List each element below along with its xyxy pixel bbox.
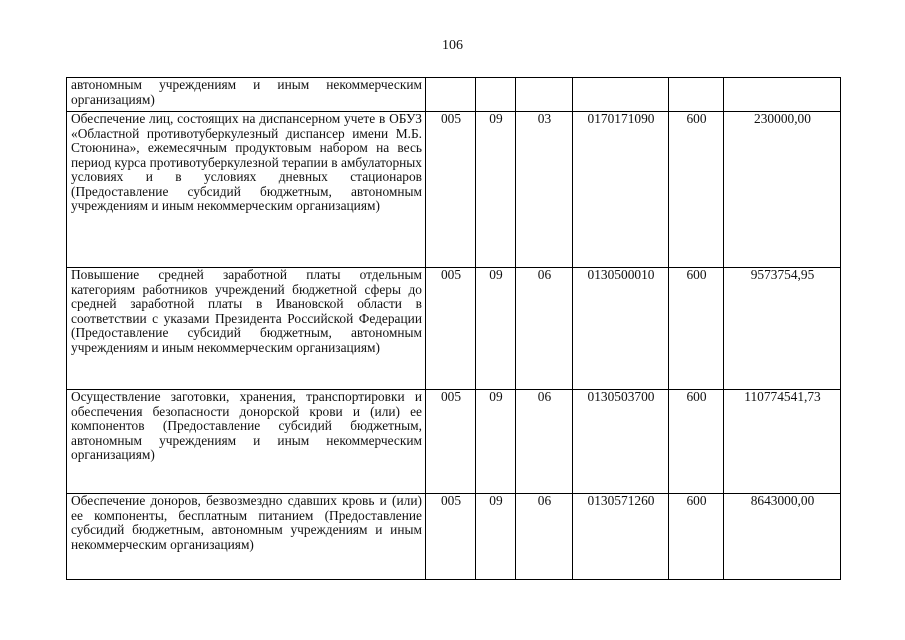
- row-section-code: 09: [476, 390, 516, 494]
- row-description: Осуществление заготовки, хранения, транспортировки и обеспечения безопасности донорской крови и (или) ее компонентов (Предоставление субсидий бюджетным, автономным учреждениям и иным некоммерческим организациям): [67, 390, 426, 494]
- row-description: Обеспечение лиц, состоящих на диспансерном учете в ОБУЗ «Областной противотуберкулезный диспансер имени М.Б. Стоюнина», ежемесячным продуктовым набором на весь период курса противотуберкулезной терапии в амбулаторных условиях и в условиях дневных стационаров (Предоставление субсидий бюджетным, автономным учреждениям и иным некоммерческим организациям): [67, 112, 426, 268]
- table-row: [67, 268, 841, 390]
- row-subsection-code: 06: [516, 390, 573, 494]
- row-description: автономным учреждениям и иным некоммерческим организациям): [67, 78, 426, 112]
- row-target-article: 0170171090: [573, 112, 669, 268]
- row-subsection-code: 06: [516, 268, 573, 390]
- row-expense-type: 600: [669, 390, 724, 494]
- row-expense-type: 600: [669, 112, 724, 268]
- row-description: Обеспечение доноров, безвозмездно сдавших кровь и (или) ее компоненты, бесплатным питанием (Предоставление субсидий бюджетным, автономным учреждениям и иным некоммерческим организациям): [67, 494, 426, 580]
- row-amount: 8643000,00: [724, 494, 841, 580]
- row-expense-type: 600: [669, 268, 724, 390]
- row-subsection-code: [516, 78, 573, 112]
- row-section-code: 09: [476, 494, 516, 580]
- row-expense-type: 600: [669, 494, 724, 580]
- row-department-code: 005: [426, 494, 476, 580]
- table-row: [67, 112, 841, 268]
- row-target-article: [573, 78, 669, 112]
- budget-table: [66, 77, 841, 580]
- row-target-article: 0130571260: [573, 494, 669, 580]
- row-section-code: 09: [476, 112, 516, 268]
- row-subsection-code: 06: [516, 494, 573, 580]
- row-target-article: 0130500010: [573, 268, 669, 390]
- row-department-code: 005: [426, 390, 476, 494]
- row-amount: 110774541,73: [724, 390, 841, 494]
- row-expense-type: [669, 78, 724, 112]
- row-section-code: 09: [476, 268, 516, 390]
- row-subsection-code: 03: [516, 112, 573, 268]
- page-number: 106: [442, 38, 463, 53]
- row-amount: 9573754,95: [724, 268, 841, 390]
- table-row: [67, 494, 841, 580]
- row-amount: [724, 78, 841, 112]
- table-row: [67, 390, 841, 494]
- row-description: Повышение средней заработной платы отдельным категориям работников учреждений бюджетной сферы до средней заработной платы в Ивановской области в соответствии с указами Президента Российской Федерации (Предоставление субсидий бюджетным, автономным учреждениям и иным некоммерческим организациям): [67, 268, 426, 390]
- table-row: [67, 78, 841, 112]
- row-department-code: [426, 78, 476, 112]
- row-amount: 230000,00: [724, 112, 841, 268]
- row-department-code: 005: [426, 268, 476, 390]
- row-section-code: [476, 78, 516, 112]
- row-target-article: 0130503700: [573, 390, 669, 494]
- row-department-code: 005: [426, 112, 476, 268]
